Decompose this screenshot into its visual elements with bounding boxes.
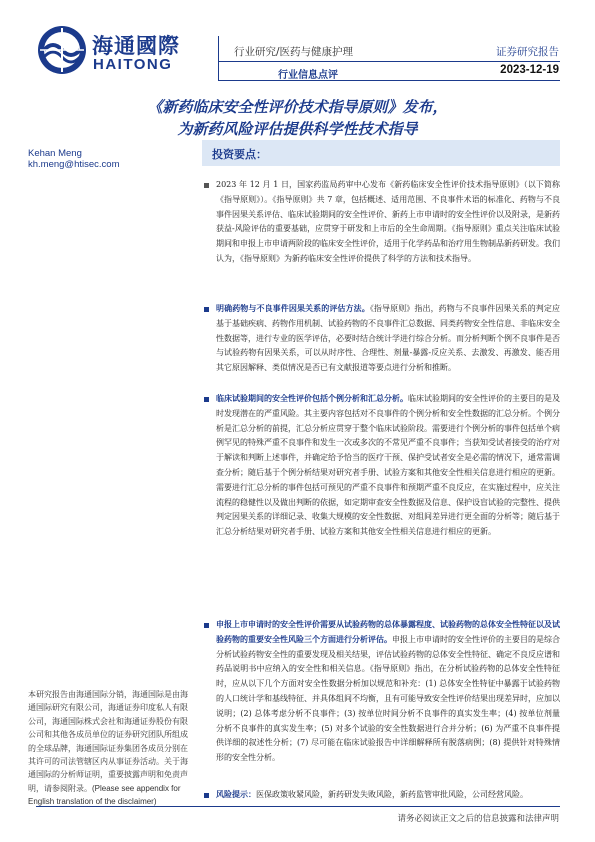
logo-english-text: HAITONG [93,56,173,73]
logo-chinese-text: 海通國際 [92,34,180,58]
key-point-item [204,302,560,380]
report-title-line-1: 《新药临床安全性评价技术指导原则》发布， [147,98,448,116]
bullet-square-icon [204,623,209,628]
disclaimer-english: (Please see appendix for English translation of the disclaimer) [28,783,181,807]
header-rule [218,61,560,62]
key-point-text: 医保政策收紧风险，新药研发失败风险，新药监管审批风险，公司经营风险。 [256,790,528,799]
key-points-label: 投资要点： [212,148,267,161]
key-point-item [204,618,560,776]
report-series: 行业信息点评 [278,70,338,81]
bullet-square-icon [204,397,209,402]
key-point-item [204,392,560,606]
author-email-link[interactable]: kh.meng@htisec.com [28,159,120,170]
key-point-text: 2023 年 12 月 1 日，国家药监局药审中心发布《新药临床安全性评价技术指导原则》（以下简称《指导原则》）。《指导原则》共 7 章，包括概述、适用范围、不良事件术语的标准化、药物与不良事件因果关系评估、临床试验期间的安全性评价、新药上市申请时的安全性评价以及附录，是新药获益-风险评估的重要基础，应贯穿于研发和上市后的全生命周期。《指导原则》重点关注临床试验期间和申报上市申请两阶段的临床安全性评价，适用于化学药品和治疗用生物制品新药研发。我们认为，《指导原则》为新药临床安全性评价提供了科学的方法和技术指导。 [216,180,560,263]
header-divider [218,36,219,80]
key-point-lead: 风险提示： [216,790,256,799]
key-points-list [204,178,560,815]
key-point-text: 申报上市申请时的安全性评价的主要目的是综合分析试验药物安全性的重要发现及相关结果，评估试验药物的总体安全性特征、确定不良反应谱和药品说明书中应纳入的安全性和相关信息。《指导原则》指出，在分析试验药物的总体安全性特征时，应从以下几个方面对安全性数据分析加以规范和补充：(1) 总体安全性特征中暴露于试验药物的人口统计学和基线特征、并具体组间不均衡，且有可能导致安全性评价结果出现差异时，应加以说明；(2) 总体考虑分析不良事件；(3) 按单位时间分析不良事件的真实发生率；(4) 按单位剂量分析不良事件的真实发生率；(5) 对多个试验的安全性数据进行合并分析；(6) 为严重不良事件提供详细的叙述性分析；(7) 尽可能在临床试验报告中详细解释所有脱落病例；(8) 提供针对特殊情形的安全性分析。 [216,634,560,763]
haitong-logo-icon [36,24,88,76]
key-point-text: 《指导原则》指出，药物与不良事件因果关系的判定应基于基础疾病、药物作用机制、试验药物的不良事件汇总数据、同类药物安全性信息、非临床安全性数据等，进行专业的医学评估，必要时结合统计学进行综合分析。而分析判断个例不良事件是否与试验药物有因果关系，可以从时序性、合理性、剂量-暴露-反应关系、去激发、再激发、能否用其它原因解释、类似情况是否已有文献报道等要点进行分析和推断。 [216,304,561,373]
report-title-line-2: 为新药风险评估提供科学性技术指导 [177,120,418,138]
key-point-lead: 明确药物与不良事件因果关系的评估方法。 [216,304,370,313]
bullet-square-icon [204,793,209,798]
bullet-square-icon [204,307,209,312]
report-date: 2023-12-19 [500,64,559,76]
report-category: 行业研究/医药与健康护理 [234,46,354,58]
key-point-lead: 申报上市申请时的安全性评价需要从试验药物的总体暴露程度、试验药物的总体安全性特征以及试验药物的重要安全性风险三个方面进行分析评估。 [216,620,560,644]
bullet-square-icon [204,183,209,188]
disclaimer-chinese: 本研究报告由海通国际分销，海通国际是由海通国际研究有限公司，海通证券印度私人有限公司，海通国际株式会社和海通证券股份有限公司和其他各成员单位的证券研究团队所组成的全球品牌，海通国际证券集团各成员分别在其许可的司法管辖区内从事证券活动。关于海通国际的分析师证明，重要披露声明和免责声明，请参阅附录。 [28,690,188,793]
key-point-lead: 临床试验期间的安全性评价包括个例分析和汇总分析。 [216,394,408,403]
disclaimer-note [28,688,192,809]
report-kind: 证券研究报告 [496,46,559,58]
key-point-item [204,178,560,290]
footer-rule [36,806,560,807]
author-name: Kehan Meng [28,148,82,159]
footer-legal-note: 请务必阅读正文之后的信息披露和法律声明 [397,814,559,824]
key-point-text: 临床试验期间的安全性评价的主要目的是及时发现潜在的严重风险。其主要内容包括对不良事件的个例分析和安全性数据的汇总分析。个例分析是汇总分析的前提，汇总分析应贯穿于整个临床试验阶段。需要进行个例分析的事件包括单个病例罕见的特殊严重不良事件和发生一次或多次的不常见严重不良事件；当获知受试者接受的治疗对于解读和判断上述事件，并确定给予恰当的医疗干预、保护受试者安全是必需的情况下，通常需调查分析；随后基于个例分析结果对研究者手册、试验方案和其他安全性相关信息进行相应的更新。需要进行汇总分析的事件包括可预见的严重不良事件和预期严重不良反应，在实施过程中，应关注流程的稳健性以及做出判断的依据，如定期审查安全性数据及信息、保护设盲试验的完整性、提供判定因果关系的详细记录、收集大规模的安全性数据、对组间差异进行更全面的分析等；随后基于汇总分析结果对研究者手册、试验方案和其他安全性相关信息进行相应的更新。 [216,394,560,537]
key-point-item [204,788,560,803]
header-rule-bottom [218,80,560,81]
report-header [0,0,595,92]
